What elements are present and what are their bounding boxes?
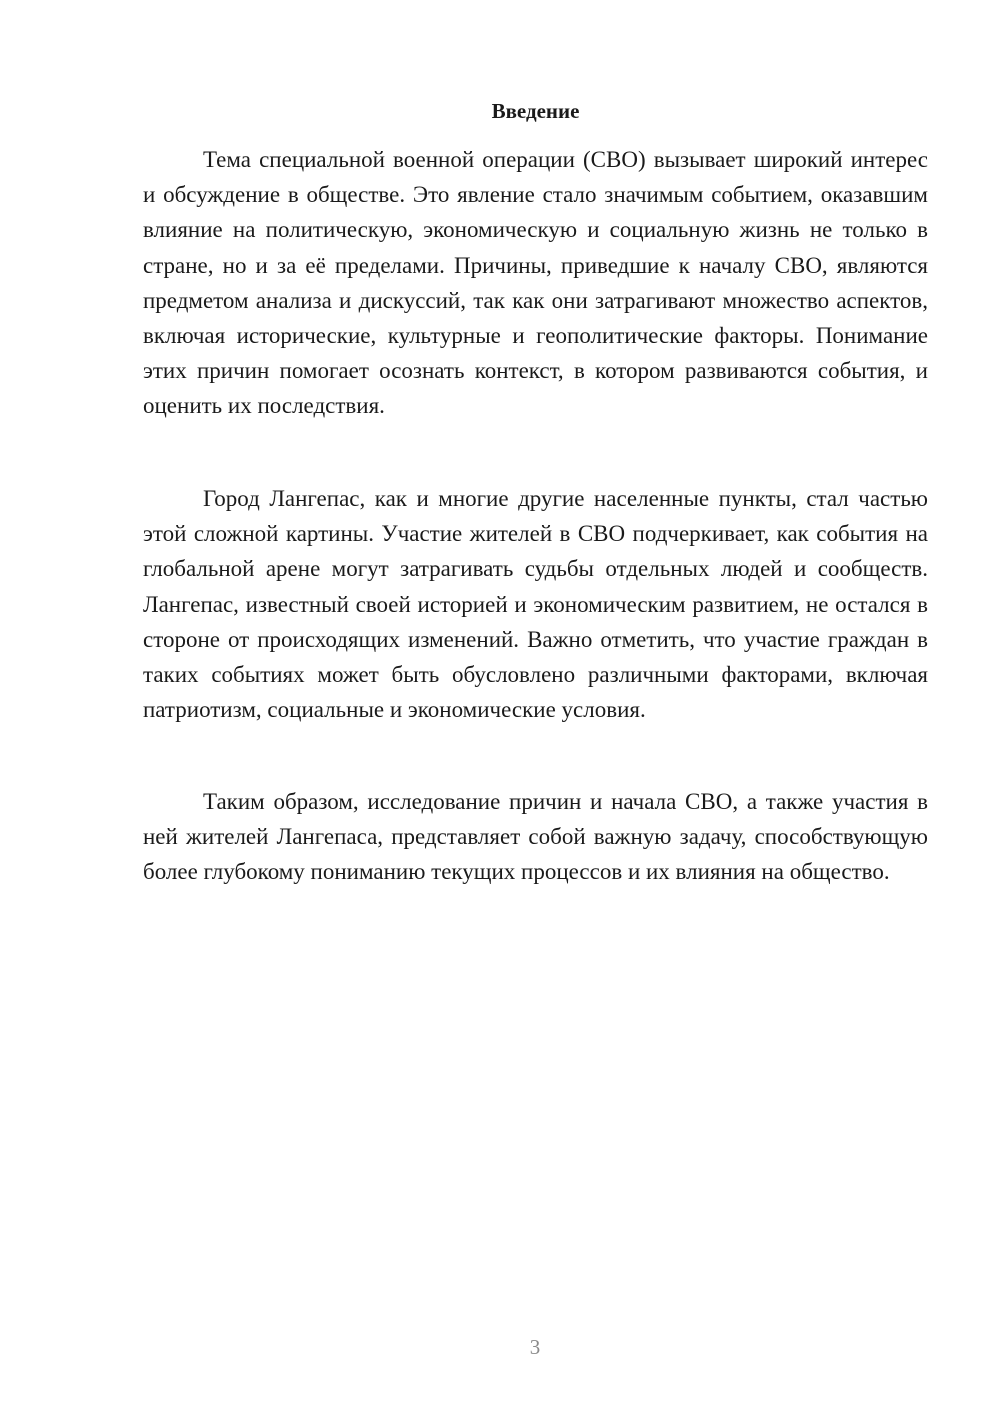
paragraph-2: Город Лангепас, как и многие другие населенные пункты, стал частью этой сложной картины. Участие жителей в СВО подчеркивает, как события на глобальной арене могут затрагивать судьбы отдельных людей и сообществ. Лангепас, известный своей историей и экономическим развитием, не остался в стороне от происходящих изменений. Важно отметить, что участие граждан в таких событиях может быть обусловлено различными факторами, включая патриотизм, социальные и экономические условия. xyxy=(143,486,928,723)
section-heading: Введение xyxy=(491,99,580,123)
paragraph-1: Тема специальной военной операции (СВО) вызывает широкий интерес и обсуждение в обществе. Это явление стало значимым событием, оказавшим влияние на политическую, экономическую и социальную жизнь не только в стране, но и за её пределами. Причины, приведшие к началу СВО, являются предметом анализа и дискуссий, так как они затрагивают множество аспектов, включая исторические, культурные и геополитические факторы. Понимание этих причин помогает осознать контекст, в котором развиваются события, и оценить их последствия. xyxy=(143,147,928,419)
paragraph-3: Таким образом, исследование причин и начала СВО, а также участия в ней жителей Лангепаса, представляет собой важную задачу, способствующую более глубокому пониманию текущих процессов и их влияния на общество. xyxy=(143,789,928,885)
page-number: 3 xyxy=(529,1335,541,1359)
